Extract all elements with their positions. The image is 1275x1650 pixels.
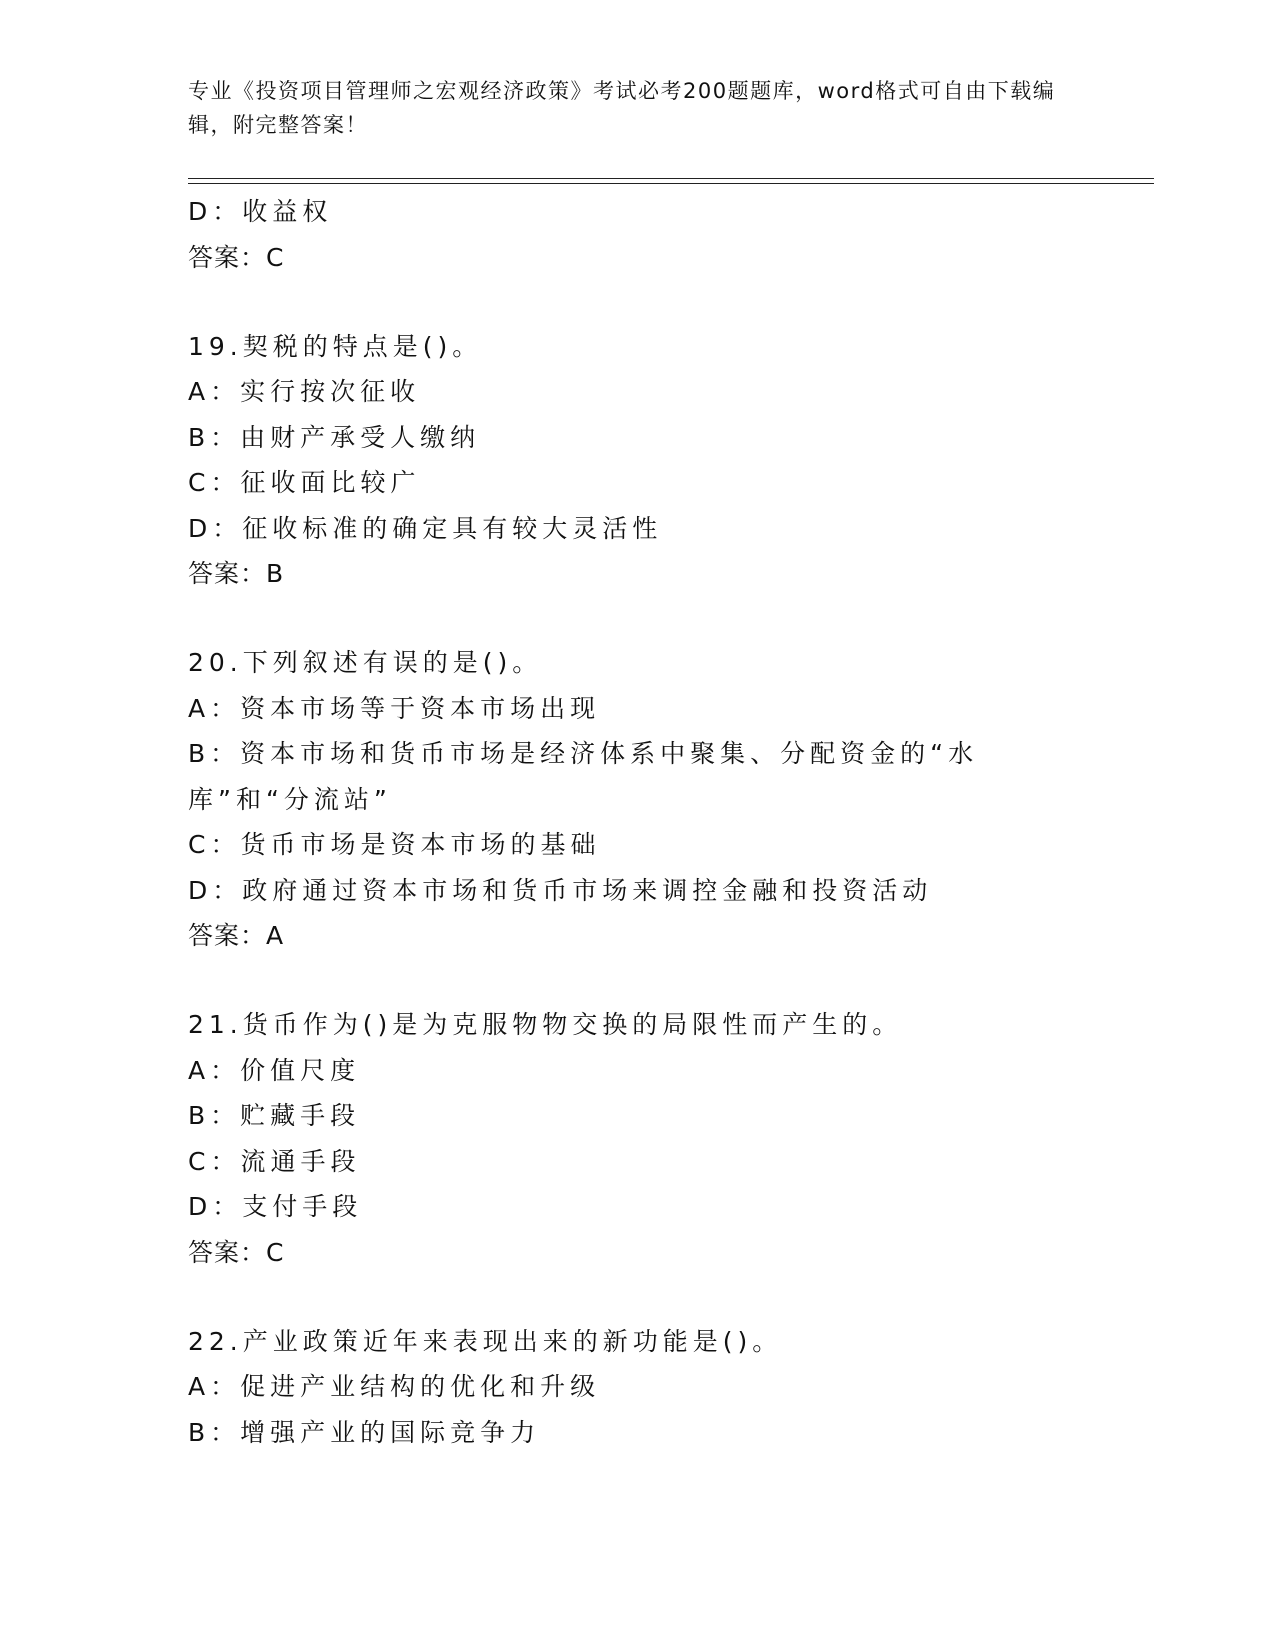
option-d: D：政府通过资本市场和货币市场来调控金融和投资活动: [188, 875, 933, 905]
spacer: [188, 281, 1088, 324]
question-stem: 20.下列叙述有误的是()。: [188, 648, 543, 677]
spacer: [188, 1276, 1088, 1319]
option-c: C：货币市场是资本市场的基础: [188, 830, 601, 859]
option-d: D：征收标准的确定具有较大灵活性: [188, 513, 663, 543]
option-a: A：促进产业结构的优化和升级: [188, 1372, 601, 1401]
answer-line: 答案：B: [188, 559, 285, 588]
option-c: C：流通手段: [188, 1146, 361, 1176]
option-d: D：支付手段: [188, 1192, 363, 1221]
question-20: [188, 640, 1088, 959]
spacer: [188, 959, 1088, 1002]
answer-line: 答案：A: [188, 921, 285, 950]
answer-line: 答案：C: [188, 1237, 285, 1267]
question-stem: 22.产业政策近年来表现出来的新功能是()。: [188, 1326, 783, 1356]
option-a: A：实行按次征收: [188, 377, 421, 406]
header-rule-top: [188, 178, 1154, 179]
option-b: B：贮藏手段: [188, 1101, 361, 1130]
question-stem: 19.契税的特点是()。: [188, 331, 483, 361]
option-b: B：增强产业的国际竞争力: [188, 1417, 541, 1447]
option-b: B：资本市场和货币市场是经济体系中聚集、分配资金的“水库”和“分流站”: [188, 739, 979, 814]
question-21: [188, 1002, 1088, 1276]
header-rule-bottom: [188, 183, 1154, 184]
option-a: A：资本市场等于资本市场出现: [188, 693, 601, 723]
option-b: B：由财产承受人缴纳: [188, 422, 481, 452]
option-c: C：征收面比较广: [188, 468, 421, 497]
question-stem: 21.货币作为()是为克服物物交换的局限性而产生的。: [188, 1010, 903, 1039]
option-d: D：收益权: [188, 197, 333, 226]
answer-line: 答案：C: [188, 242, 285, 272]
spacer: [188, 597, 1088, 640]
option-a: A：价值尺度: [188, 1055, 361, 1085]
question-22: [188, 1319, 1088, 1456]
document-header: 专业《投资项目管理师之宏观经济政策》考试必考200题题库，word格式可自由下载编辑，附完整答案！: [188, 79, 1056, 137]
question-19: [188, 324, 1088, 598]
document-body: [188, 189, 1088, 1455]
